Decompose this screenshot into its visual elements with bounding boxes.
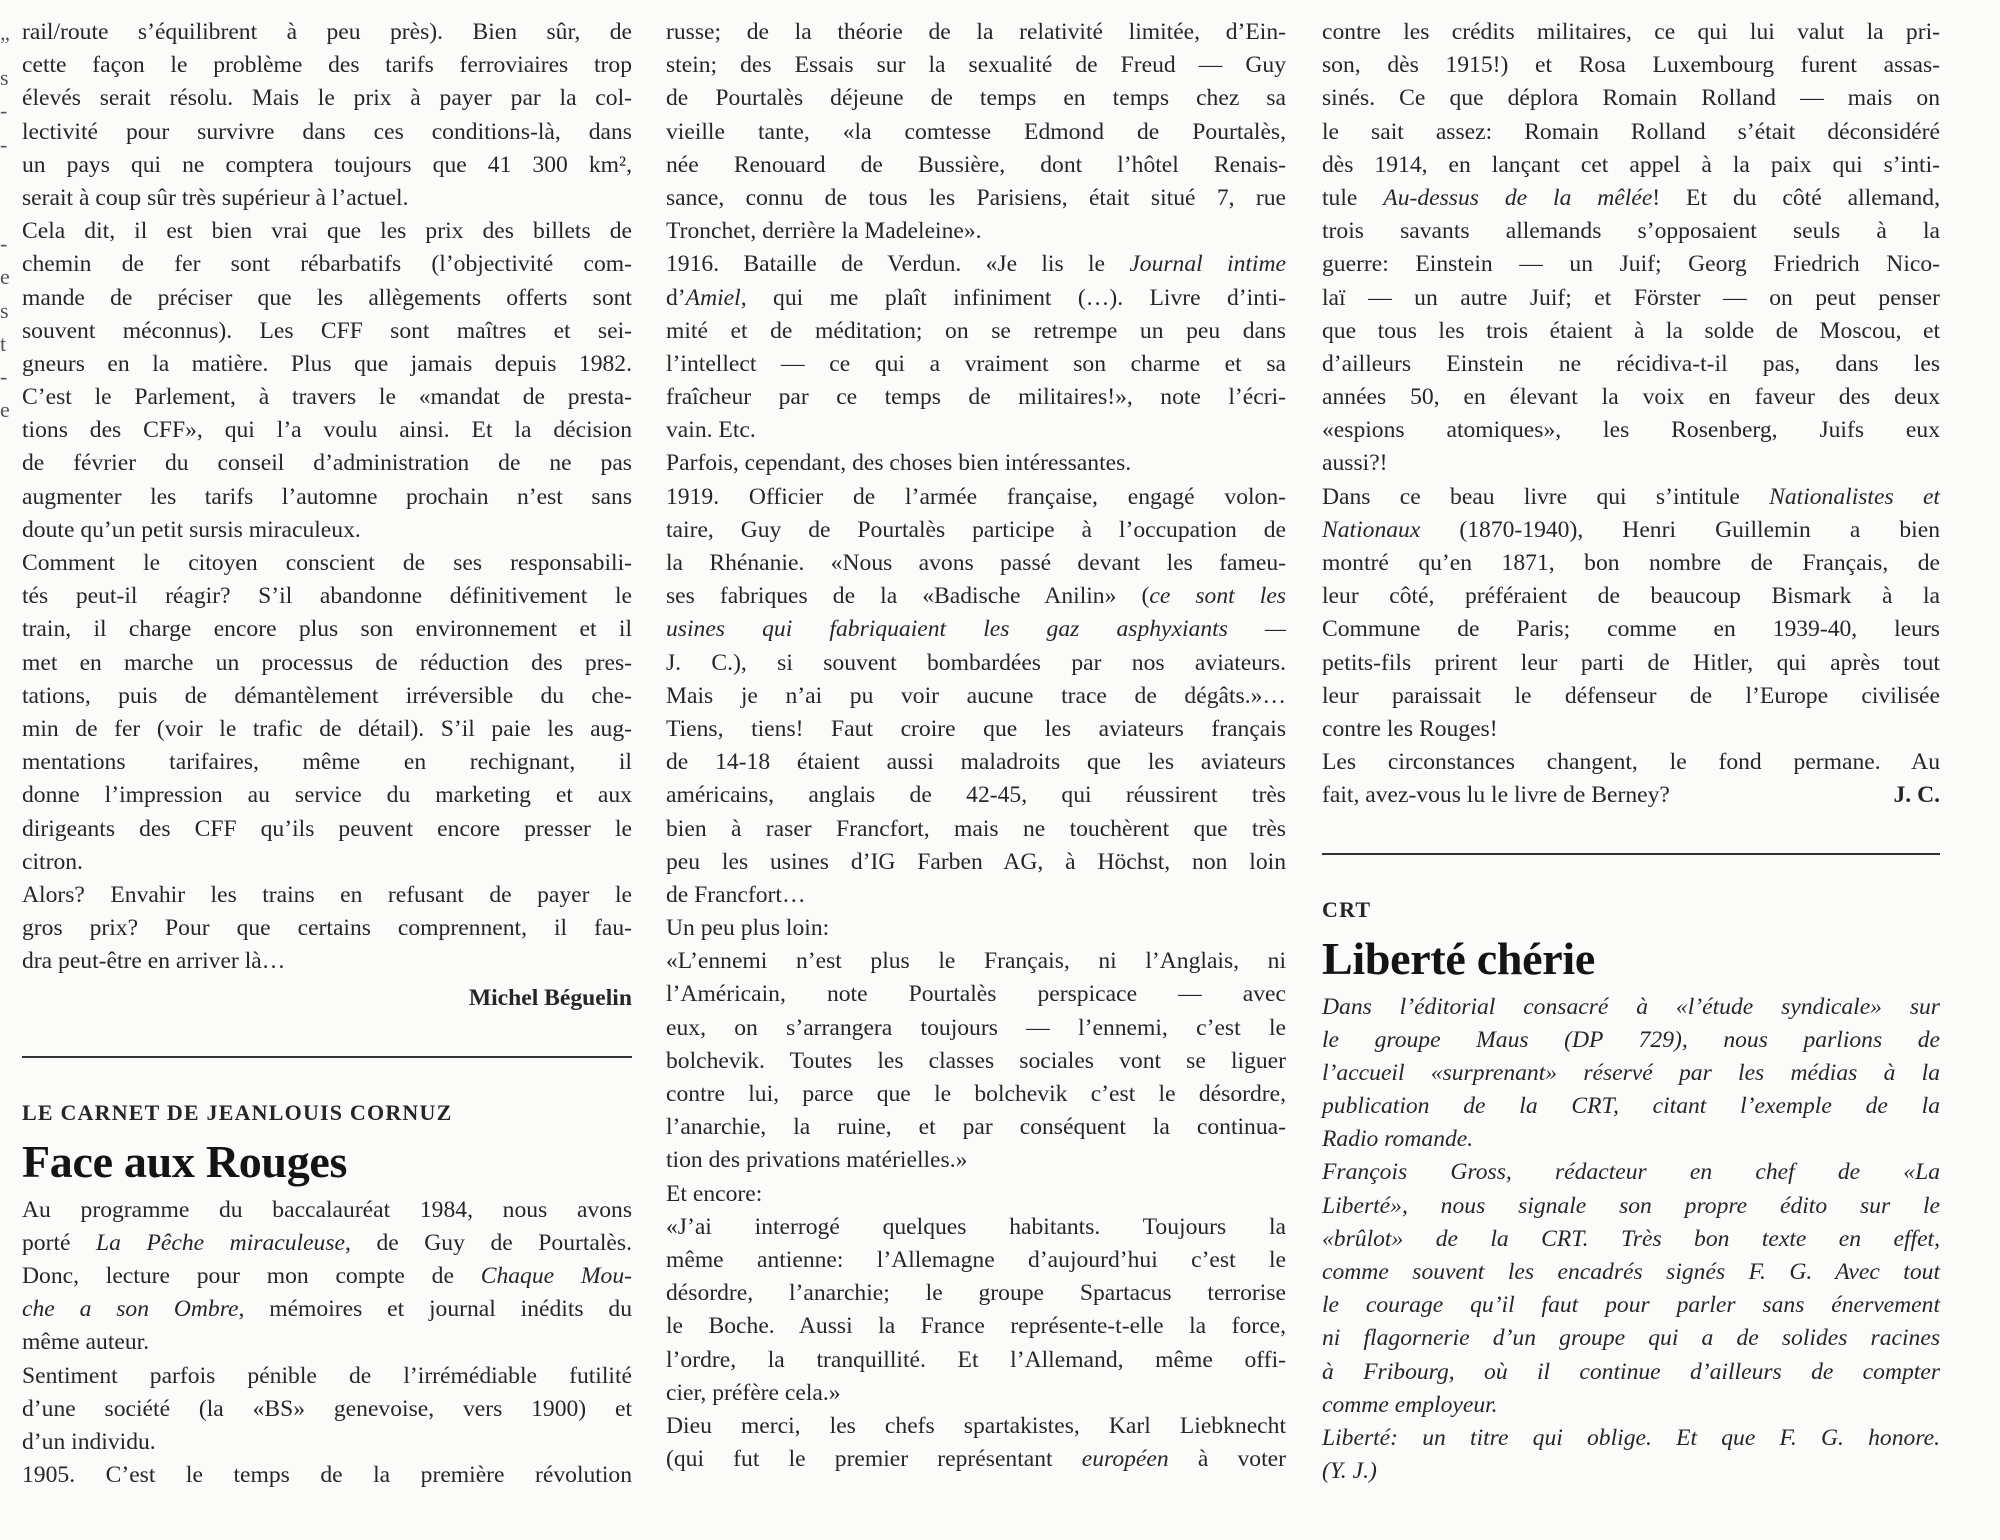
text-run: ni flagornerie d’un groupe qui a de solides racines <box>1322 1325 1940 1352</box>
text-line <box>666 813 1286 846</box>
text-line <box>666 978 1286 1011</box>
text-run: d’une société (la «BS» genevoise, vers 1900) et <box>22 1395 632 1422</box>
text-line <box>666 1244 1286 1277</box>
text-run: 1916. Bataille de Verdun. «Je lis le <box>666 251 1130 278</box>
closing-line <box>1322 779 1940 812</box>
italic-text: Amiel <box>685 284 741 311</box>
text-run: fait, avez-vous lu le livre de Berney? <box>1322 782 1670 809</box>
text-line <box>1322 514 1940 547</box>
text-line <box>666 1078 1286 1111</box>
margin-mark <box>0 194 10 227</box>
text-run: Comment le citoyen conscient de ses responsabili- <box>22 550 632 576</box>
text-line <box>1322 991 1940 1024</box>
text-run: «espions atomiques», les Rosenberg, Juifs eux <box>1322 417 1940 444</box>
text-run: un pays qui ne comptera toujours que 41 300 km², <box>22 151 632 178</box>
text-run: leur paraissait le défenseur de l’Europe civilisée <box>1322 682 1940 709</box>
author-signature: J. C. <box>1893 782 1940 809</box>
text-line <box>666 1012 1286 1045</box>
margin-mark: s <box>0 297 9 323</box>
text-run: dra peut-être en arriver là… <box>22 948 286 975</box>
text-run: à Fribourg, où il continue d’ailleurs de compter <box>1322 1358 1940 1385</box>
text-run: , mémoires et journal inédits du <box>238 1296 632 1323</box>
text-line <box>666 945 1286 978</box>
text-run: guerre: Einstein — un Juif; Georg Friedrich Nico- <box>1322 251 1940 278</box>
text-line <box>22 248 632 281</box>
text-run: citron. <box>22 848 83 875</box>
text-run: Et encore: <box>666 1180 763 1207</box>
text-run: Sentiment parfois pénible de l’irrémédiable futilité <box>22 1362 632 1389</box>
text-line <box>666 1443 1286 1476</box>
text-run: dirigeants des CFF qu’ils peuvent encore presser le <box>22 815 632 842</box>
text-line <box>666 1344 1286 1377</box>
text-run: (1870-1940), Henri Guillemin a bien <box>1420 516 1940 543</box>
text-run: élevés serait résolu. Mais le prix à payer par la col- <box>22 85 632 112</box>
section-kicker: CRT <box>1322 896 1372 922</box>
text-line <box>22 16 632 49</box>
text-line <box>22 1426 632 1459</box>
text-run: même antienne: l’Allemagne d’aujourd’hui c’est le <box>666 1246 1286 1273</box>
text-line <box>22 1326 632 1359</box>
text-run: comme employeur. <box>1322 1391 1498 1418</box>
text-run: gneurs en la matière. Plus que jamais depuis 1982. <box>22 350 632 377</box>
text-run: montré qu’en 1871, bon nombre de Français, de <box>1322 550 1940 576</box>
text-line <box>1322 580 1940 613</box>
text-run: petits-fils prirent leur parti de Hitler, qui après tout <box>1322 649 1940 676</box>
text-line <box>1322 248 1940 281</box>
text-run: «brûlot» de la CRT. Très bon texte en effet, <box>1322 1225 1940 1252</box>
text-run: Tronchet, derrière la Madeleine». <box>666 218 982 245</box>
text-line <box>22 779 632 812</box>
italic-text: Nationalistes et <box>1769 483 1940 510</box>
text-run: l’intellect — ce qui a vraiment son charme et sa <box>666 350 1286 377</box>
text-run: tations, puis de démantèlement irréversible du che- <box>22 682 632 709</box>
text-line <box>1322 116 1940 149</box>
text-run: , de Guy de Pourtalès. <box>345 1229 632 1256</box>
article-body <box>22 1194 632 1493</box>
text-run: stein; des Essais sur la sexualité de Freud — Guy <box>666 52 1286 79</box>
text-line <box>666 414 1286 447</box>
column-middle <box>666 16 1286 1476</box>
text-line <box>666 580 1286 613</box>
text-run: le courage qu’il faut pour parler sans énervement <box>1322 1292 1940 1319</box>
text-run: donne l’impression au service du marketing et aux <box>22 782 632 809</box>
text-line <box>22 945 632 978</box>
text-line <box>1322 647 1940 680</box>
text-run: Donc, lecture pour mon compte de <box>22 1263 481 1290</box>
text-line <box>1322 16 1940 49</box>
text-line <box>1322 1256 1940 1289</box>
text-line <box>22 215 632 248</box>
text-line <box>22 282 632 315</box>
article-title: Liberté chérie <box>1322 932 1595 984</box>
text-run: vain. Etc. <box>666 417 756 444</box>
margin-mark: - <box>0 131 8 157</box>
text-line <box>666 1211 1286 1244</box>
text-run: fraîcheur par ce temps de militaires!», note l’écri- <box>666 384 1286 411</box>
text-run: trois savants allemands s’opposaient seuls à la <box>1322 218 1940 245</box>
text-run: Un peu plus loin: <box>666 915 830 942</box>
article-title: Face aux Rouges <box>22 1135 348 1187</box>
margin-mark: - <box>0 231 8 257</box>
text-line <box>666 1178 1286 1211</box>
text-run: rail/route s’équilibrent à peu près). Bien sûr, de <box>22 19 632 45</box>
text-run: Cela dit, il est bien vrai que les prix des billets de <box>22 218 632 245</box>
text-line <box>666 16 1286 49</box>
text-line <box>666 282 1286 315</box>
text-run: Mais je n’ai pu voir aucune trace de dégâts.»… <box>666 682 1286 709</box>
text-run: min de fer (voir le trafic de détail). S’il paie les aug- <box>22 715 632 742</box>
text-line <box>22 613 632 646</box>
text-line <box>1322 82 1940 115</box>
column-left <box>22 16 632 1492</box>
text-run: la Rhénanie. «Nous avons passé devant les fameu- <box>666 550 1286 576</box>
text-line <box>666 846 1286 879</box>
text-line <box>666 647 1286 680</box>
italic-text: Chaque Mou- <box>480 1263 632 1290</box>
text-line <box>1322 215 1940 248</box>
text-line <box>22 49 632 82</box>
text-line <box>1322 1389 1940 1422</box>
text-run: vieille tante, «la comtesse Edmond de Pourtalès, <box>666 118 1286 145</box>
author-signature: Michel Béguelin <box>468 985 632 1012</box>
text-line <box>666 116 1286 149</box>
text-run: désordre, l’anarchie; le groupe Spartacus terrorise <box>666 1280 1286 1307</box>
text-line <box>22 846 632 879</box>
text-line <box>666 680 1286 713</box>
text-line <box>1322 381 1940 414</box>
text-line <box>666 447 1286 480</box>
text-run: mentations tarifaires, même en rechignant, il <box>22 749 632 776</box>
text-run: contre les crédits militaires, ce qui lui valut la pri- <box>1322 19 1940 45</box>
text-line <box>1322 49 1940 82</box>
text-run: peu les usines d’IG Farben AG, à Höchst, non loin <box>666 848 1286 875</box>
text-run: , qui me plaît infiniment (…). Livre d’inti- <box>740 284 1286 311</box>
text-line <box>666 315 1286 348</box>
text-line <box>22 514 632 547</box>
text-run: le sait assez: Romain Rolland s’était déconsidéré <box>1322 118 1940 145</box>
text-run: ses fabriques de la «Badische Anilin» ( <box>666 583 1150 610</box>
text-line <box>666 49 1286 82</box>
text-line <box>22 1293 632 1326</box>
text-run: laï — un autre Juif; et Förster — on peut penser <box>1322 284 1940 311</box>
text-line <box>22 1393 632 1426</box>
text-run: l’Américain, note Pourtalès perspicace — avec <box>666 981 1286 1008</box>
text-run: l’ordre, la tranquillité. Et l’Allemand, même offi- <box>666 1346 1286 1373</box>
text-run: Dieu merci, les chefs spartakistes, Karl Liebknecht <box>666 1412 1286 1439</box>
text-run: Parfois, cependant, des choses bien intéressantes. <box>666 450 1132 477</box>
text-run: Tiens, tiens! Faut croire que les aviateurs français <box>666 715 1286 742</box>
text-run: ! Et du côté allemand, <box>1652 184 1940 211</box>
margin-mark: e <box>0 264 10 290</box>
text-run: tion des privations matérielles.» <box>666 1147 968 1174</box>
text-line <box>1322 713 1940 746</box>
margin-mark: - <box>0 98 8 124</box>
italic-text: Journal intime <box>1129 251 1286 278</box>
text-run: années 50, en élevant la voix en faveur des deux <box>1322 384 1940 411</box>
text-run: Dans l’éditorial consacré à «l’étude syndicale» sur <box>1322 993 1940 1020</box>
text-line <box>1322 1455 1940 1488</box>
text-run: américains, anglais de 42-45, qui réussirent très <box>666 782 1286 809</box>
text-line <box>22 414 632 447</box>
text-line <box>666 215 1286 248</box>
text-line <box>1322 149 1940 182</box>
text-line <box>1322 348 1940 381</box>
text-run: chemin de fer sont rébarbatifs (l’objectivité com- <box>22 251 632 278</box>
text-line <box>22 315 632 348</box>
text-line <box>666 613 1286 646</box>
text-run: mande de préciser que les allègements offerts sont <box>22 284 632 311</box>
text-run: bien à raser Francfort, mais ne touchèrent que très <box>666 815 1286 842</box>
italic-text: che a son Ombre <box>22 1296 239 1323</box>
text-run: Alors? Envahir les trains en refusant de payer le <box>22 881 632 908</box>
text-line <box>666 713 1286 746</box>
text-run: lectivité pour survivre dans ces conditions-là, dans <box>22 118 632 145</box>
text-run: que tous les trois étaient à la solde de Moscou, et <box>1322 317 1940 344</box>
text-run: doute qu’un petit sursis miraculeux. <box>22 516 361 543</box>
text-run: contre lui, parce que le bolchevik c’est le désordre, <box>666 1081 1286 1107</box>
text-line <box>666 746 1286 779</box>
text-line <box>1322 746 1940 779</box>
text-run: comme souvent les encadrés signés F. G. Avec tout <box>1322 1259 1940 1285</box>
text-line <box>666 1144 1286 1177</box>
text-line <box>666 1310 1286 1343</box>
text-line <box>666 381 1286 414</box>
text-line <box>22 1360 632 1393</box>
italic-text: européen <box>1081 1446 1169 1473</box>
text-line <box>22 447 632 480</box>
text-line <box>1322 282 1940 315</box>
margin-mark: t <box>0 330 7 356</box>
text-line <box>22 813 632 846</box>
text-run: Commune de Paris; comme en 1939-40, leurs <box>1322 616 1940 643</box>
text-line <box>1322 1090 1940 1123</box>
text-line <box>1322 182 1940 215</box>
text-line <box>1322 1356 1940 1389</box>
text-line <box>22 1194 632 1227</box>
text-run: Dans ce beau livre qui s’intitule <box>1322 483 1770 510</box>
italic-text: ce sont les <box>1149 583 1286 610</box>
article-body <box>22 16 632 978</box>
text-line <box>1322 613 1940 646</box>
text-line <box>22 149 632 182</box>
text-run: taire, Guy de Pourtalès participe à l’occupation de <box>666 516 1286 543</box>
italic-text: La Pêche miraculeuse <box>96 1229 345 1256</box>
text-line <box>22 182 632 215</box>
text-run: d’un individu. <box>22 1428 156 1455</box>
text-line <box>666 248 1286 281</box>
left-margin-marks <box>0 28 10 426</box>
text-line <box>22 381 632 414</box>
text-run: à voter <box>1168 1446 1286 1473</box>
text-line <box>1322 1156 1940 1189</box>
section-divider <box>22 1056 632 1058</box>
text-line <box>1322 680 1940 713</box>
text-run: souvent méconnus). Les CFF sont maîtres et sei- <box>22 317 632 344</box>
italic-text: usines qui fabriquaient les gaz asphyxiants — <box>666 616 1286 643</box>
text-line <box>666 912 1286 945</box>
text-run: François Gross, rédacteur en chef de «La <box>1322 1159 1940 1186</box>
text-run: cette façon le problème des tarifs ferroviaires trop <box>22 52 632 79</box>
text-line <box>1322 1322 1940 1355</box>
text-run: l’accueil «surprenant» réservé par les médias à la <box>1322 1059 1940 1086</box>
text-run: sinés. Ce que déplora Romain Rolland — mais on <box>1322 85 1940 112</box>
text-line <box>1322 1289 1940 1322</box>
text-run: cier, préfère cela.» <box>666 1379 841 1406</box>
article-body <box>1322 16 1940 779</box>
text-run: leur côté, préféraient de beaucoup Bismark à la <box>1322 583 1940 610</box>
text-run: tés peut-il réagir? S’il abandonne définitivement le <box>22 583 632 610</box>
text-run: de Pourtalès déjeune de temps en temps chez sa <box>666 85 1286 112</box>
text-run: eux, on s’arrangera toujours — l’ennemi, c’est le <box>666 1014 1286 1041</box>
text-line <box>1322 1024 1940 1057</box>
text-line <box>1322 1223 1940 1256</box>
text-line <box>666 1277 1286 1310</box>
text-line <box>22 116 632 149</box>
text-run: tions des CFF», qui l’a voulu ainsi. Et la décision <box>22 417 632 444</box>
text-run: (Y. J.) <box>1322 1458 1377 1485</box>
text-line <box>1322 1057 1940 1090</box>
text-run: le Boche. Aussi la France représente-t-elle la force, <box>666 1313 1286 1340</box>
text-line <box>666 348 1286 381</box>
text-line <box>22 746 632 779</box>
text-run: Les circonstances changent, le fond permane. Au <box>1322 749 1940 776</box>
text-line <box>666 779 1286 812</box>
article-body <box>666 16 1286 1476</box>
text-run: d’ <box>666 284 686 311</box>
text-run: aussi?! <box>1322 450 1388 477</box>
text-run: mité et de méditation; on se retrempe un peu dans <box>666 317 1286 344</box>
text-line <box>666 182 1286 215</box>
text-line <box>1322 447 1940 480</box>
margin-mark: ” <box>0 32 10 57</box>
text-line <box>22 580 632 613</box>
text-line <box>22 1260 632 1293</box>
text-run: de Francfort… <box>666 881 806 908</box>
text-run: met en marche un processus de réduction des pres- <box>22 649 632 676</box>
text-run: d’ailleurs Einstein ne récidiva-t-il pas, dans les <box>1322 350 1940 377</box>
text-run: née Renouard de Bussière, dont l’hôtel Renais- <box>666 151 1286 178</box>
text-run: Au programme du baccalauréat 1984, nous avons <box>22 1196 632 1223</box>
text-line <box>22 912 632 945</box>
text-run: bolchevik. Toutes les classes sociales vont se liguer <box>666 1047 1286 1074</box>
text-line <box>22 680 632 713</box>
text-line <box>22 82 632 115</box>
text-line <box>666 481 1286 514</box>
italic-text: Au-dessus de la mêlée <box>1383 184 1653 211</box>
text-run: Liberté», nous signale son propre édito sur le <box>1322 1192 1940 1219</box>
article-body <box>1322 991 1940 1489</box>
text-run: de février du conseil d’administration de ne pas <box>22 450 632 477</box>
text-run: sance, connu de tous les Parisiens, était situé 7, rue <box>666 184 1286 211</box>
text-line <box>22 481 632 514</box>
column-right <box>1322 16 1940 1488</box>
italic-text: Nationaux <box>1322 516 1421 543</box>
margin-mark: e <box>0 397 10 423</box>
text-run: de 14-18 étaient aussi maladroits que les aviateurs <box>666 749 1286 776</box>
text-run: C’est le Parlement, à travers le «mandat de presta- <box>22 384 632 411</box>
text-line <box>666 547 1286 580</box>
text-line <box>1322 481 1940 514</box>
text-run: 1905. C’est le temps de la première révolution <box>22 1462 632 1489</box>
section-kicker: LE CARNET DE JEANLOUIS CORNUZ <box>22 1099 453 1125</box>
text-run: gros prix? Pour que certains comprennent, il fau- <box>22 915 632 942</box>
text-run: Radio romande. <box>1322 1126 1474 1153</box>
text-line <box>1322 1123 1940 1156</box>
text-line <box>666 82 1286 115</box>
text-line <box>22 547 632 580</box>
text-line <box>666 514 1286 547</box>
text-line <box>1322 1422 1940 1455</box>
text-run: contre les Rouges! <box>1322 715 1498 742</box>
text-run: le groupe Maus (DP 729), nous parlions de <box>1322 1026 1940 1053</box>
text-line <box>1322 547 1940 580</box>
text-line <box>22 1227 632 1260</box>
text-run: J. C.), si souvent bombardées par nos aviateurs. <box>666 649 1286 676</box>
text-run: l’anarchie, la ruine, et par conséquent la continua- <box>666 1114 1286 1141</box>
margin-mark <box>0 161 10 194</box>
text-line <box>666 149 1286 182</box>
text-line <box>1322 1190 1940 1223</box>
text-line <box>666 1410 1286 1443</box>
text-run: serait à coup sûr très supérieur à l’actuel. <box>22 184 409 211</box>
text-line <box>22 647 632 680</box>
text-line <box>666 1377 1286 1410</box>
text-line <box>666 1111 1286 1144</box>
text-run: Liberté: un titre qui oblige. Et que F. G. honore. <box>1322 1424 1940 1451</box>
margin-mark: s <box>0 65 9 91</box>
text-run: 1919. Officier de l’armée française, engagé volon- <box>666 483 1286 510</box>
text-line <box>666 1045 1286 1078</box>
text-line <box>22 879 632 912</box>
text-run: russe; de la théorie de la relativité limitée, d’Ein- <box>666 19 1286 45</box>
text-line <box>666 879 1286 912</box>
text-line <box>22 348 632 381</box>
text-run: train, il charge encore plus son environnement et il <box>22 616 632 643</box>
text-run: même auteur. <box>22 1329 150 1356</box>
text-line <box>22 713 632 746</box>
text-run: son, dès 1915!) et Rosa Luxembourg furent assas- <box>1322 52 1940 79</box>
text-run: tule <box>1322 184 1384 211</box>
margin-mark: - <box>0 363 8 389</box>
text-line <box>22 1459 632 1492</box>
text-run: augmenter les tarifs l’automne prochain n’est sans <box>22 483 632 510</box>
text-run: publication de la CRT, citant l’exemple de la <box>1322 1093 1940 1120</box>
text-line <box>1322 414 1940 447</box>
text-run: (qui fut le premier représentant <box>666 1446 1082 1473</box>
text-run: dès 1914, en lançant cet appel à la paix qui s’inti- <box>1322 151 1940 178</box>
section-divider <box>1322 853 1940 855</box>
text-run: porté <box>22 1229 97 1256</box>
text-line <box>1322 315 1940 348</box>
text-run: «J’ai interrogé quelques habitants. Toujours la <box>666 1213 1286 1240</box>
text-run: «L’ennemi n’est plus le Français, ni l’Anglais, ni <box>666 948 1286 975</box>
